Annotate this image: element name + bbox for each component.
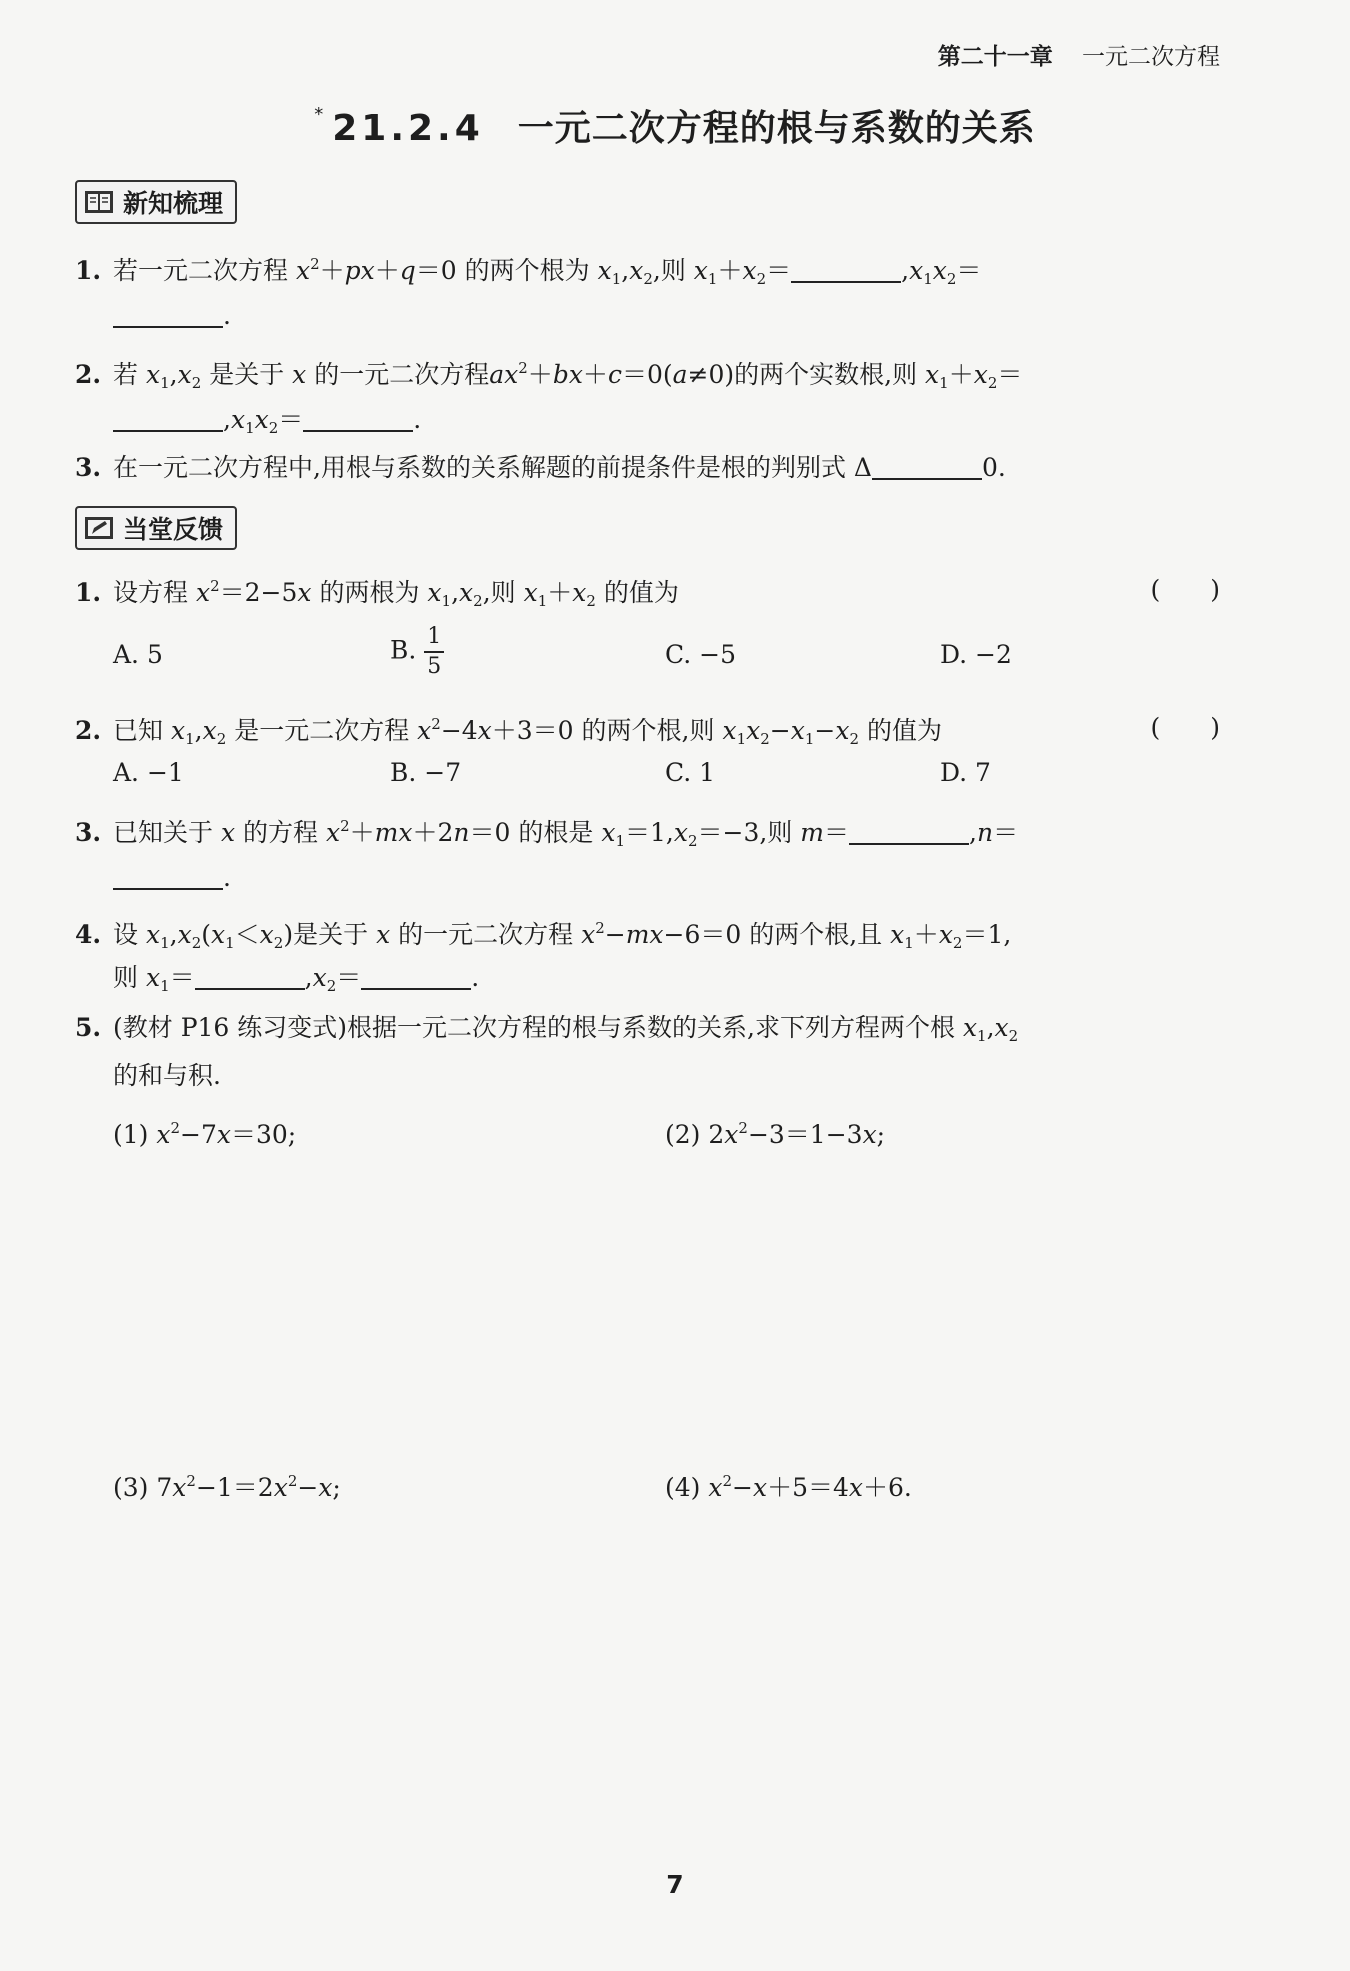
option-b[interactable]: B. −7 xyxy=(390,758,462,787)
option-d[interactable]: D. −2 xyxy=(940,640,1012,669)
lesson-number: 21.2.4 xyxy=(332,108,484,149)
lesson-title xyxy=(0,100,1350,151)
answer-blank[interactable] xyxy=(195,966,305,990)
option-b[interactable]: B. $\frac{1}{5}$ xyxy=(390,625,444,679)
answer-blank[interactable] xyxy=(849,821,969,845)
answer-blank[interactable] xyxy=(361,966,471,990)
section-new-knowledge xyxy=(75,180,237,224)
answer-paren[interactable]: ( ) xyxy=(1150,575,1220,604)
section-label: 当堂反馈 xyxy=(123,515,224,544)
chapter-title: 一元二次方程 xyxy=(1082,44,1220,70)
book-icon xyxy=(83,188,115,216)
feedback-q3-cont: . xyxy=(113,862,231,894)
feedback-q5: 5. (教材 P16 练习变式)根据一元二次方程的根与系数的关系,求下列方程两个根 $x_1,x_2$ xyxy=(75,1013,1019,1045)
feedback-q4-cont: 则 $x_1= ,x_2=$ . xyxy=(113,963,480,995)
feedback-q3: 3. 已知关于 x 的方程 $x^2+mx+2n=0$ 的根是 $x_1=1,x_2=-3$,则 m＝ ,n＝ xyxy=(75,817,1019,850)
option-d[interactable]: D. 7 xyxy=(940,758,991,787)
answer-blank[interactable] xyxy=(872,456,982,480)
q5-part-3: (3) $7x^2-1=2x^2-x$; xyxy=(113,1472,341,1502)
q5-part-4: (4) $x^2-x+5=4x+6$. xyxy=(665,1472,912,1502)
knowledge-item-1-cont: . xyxy=(113,300,231,332)
section-label: 新知梳理 xyxy=(123,189,224,218)
option-a[interactable]: A. −1 xyxy=(113,758,184,787)
q5-part-2: (2) $2x^2-3=1-3x$; xyxy=(665,1119,886,1149)
answer-blank[interactable] xyxy=(303,408,413,432)
page-number: 7 xyxy=(666,1870,684,1899)
answer-blank[interactable] xyxy=(113,866,223,890)
optional-star: * xyxy=(314,104,325,125)
option-c[interactable]: C. 1 xyxy=(665,758,716,787)
fraction: $\frac{1}{5}$ xyxy=(424,625,444,679)
feedback-q5-cont: 的和与积. xyxy=(113,1061,221,1090)
feedback-q2: 2. 已知 $x_1,x_2$ 是一元二次方程 $x^2-4x+3=0$ 的两个根,则 $x_1x_2-x_1-x_2$ 的值为 xyxy=(75,715,942,748)
answer-blank[interactable] xyxy=(113,408,223,432)
lesson-name: 一元二次方程的根与系数的关系 xyxy=(517,108,1036,149)
q5-part-1: (1) $x^2-7x=30$; xyxy=(113,1119,297,1149)
chapter-header xyxy=(938,38,1220,71)
option-a[interactable]: A. 5 xyxy=(113,640,163,669)
section-class-feedback xyxy=(75,506,237,550)
feedback-q4: 4. 设 $x_1,x_2(x_1<x_2)$是关于 x 的一元二次方程 $x^2-mx-6=0$ 的两个根,且 $x_1+x_2=1$, xyxy=(75,919,1012,952)
option-c[interactable]: C. −5 xyxy=(665,640,736,669)
knowledge-item-1: 1. 若一元二次方程 $x^2+px+q=0$ 的两个根为 $x_1,x_2$,则 $x_1+x_2= ,x_1x_2=$ xyxy=(75,255,982,288)
knowledge-item-2: 2. 若 $x_1,x_2$ 是关于 x 的一元二次方程$ax^2+bx+c=0(a\ne 0)$的两个实数根,则 $x_1+x_2=$ xyxy=(75,359,1023,392)
answer-paren[interactable]: ( ) xyxy=(1150,713,1220,742)
chapter-number: 第二十一章 xyxy=(937,44,1053,70)
answer-blank[interactable] xyxy=(791,259,901,283)
knowledge-item-3: 3. 在一元二次方程中,用根与系数的关系解题的前提条件是根的判别式 Δ 0. xyxy=(75,453,1006,482)
knowledge-item-2-cont: $,x_1x_2=$ . xyxy=(113,404,421,444)
pencil-note-icon xyxy=(83,514,115,542)
feedback-q1: 1. 设方程 $x^2=2-5x$ 的两根为 $x_1,x_2$,则 $x_1+x_2$ 的值为 xyxy=(75,577,679,610)
answer-blank[interactable] xyxy=(113,304,223,328)
